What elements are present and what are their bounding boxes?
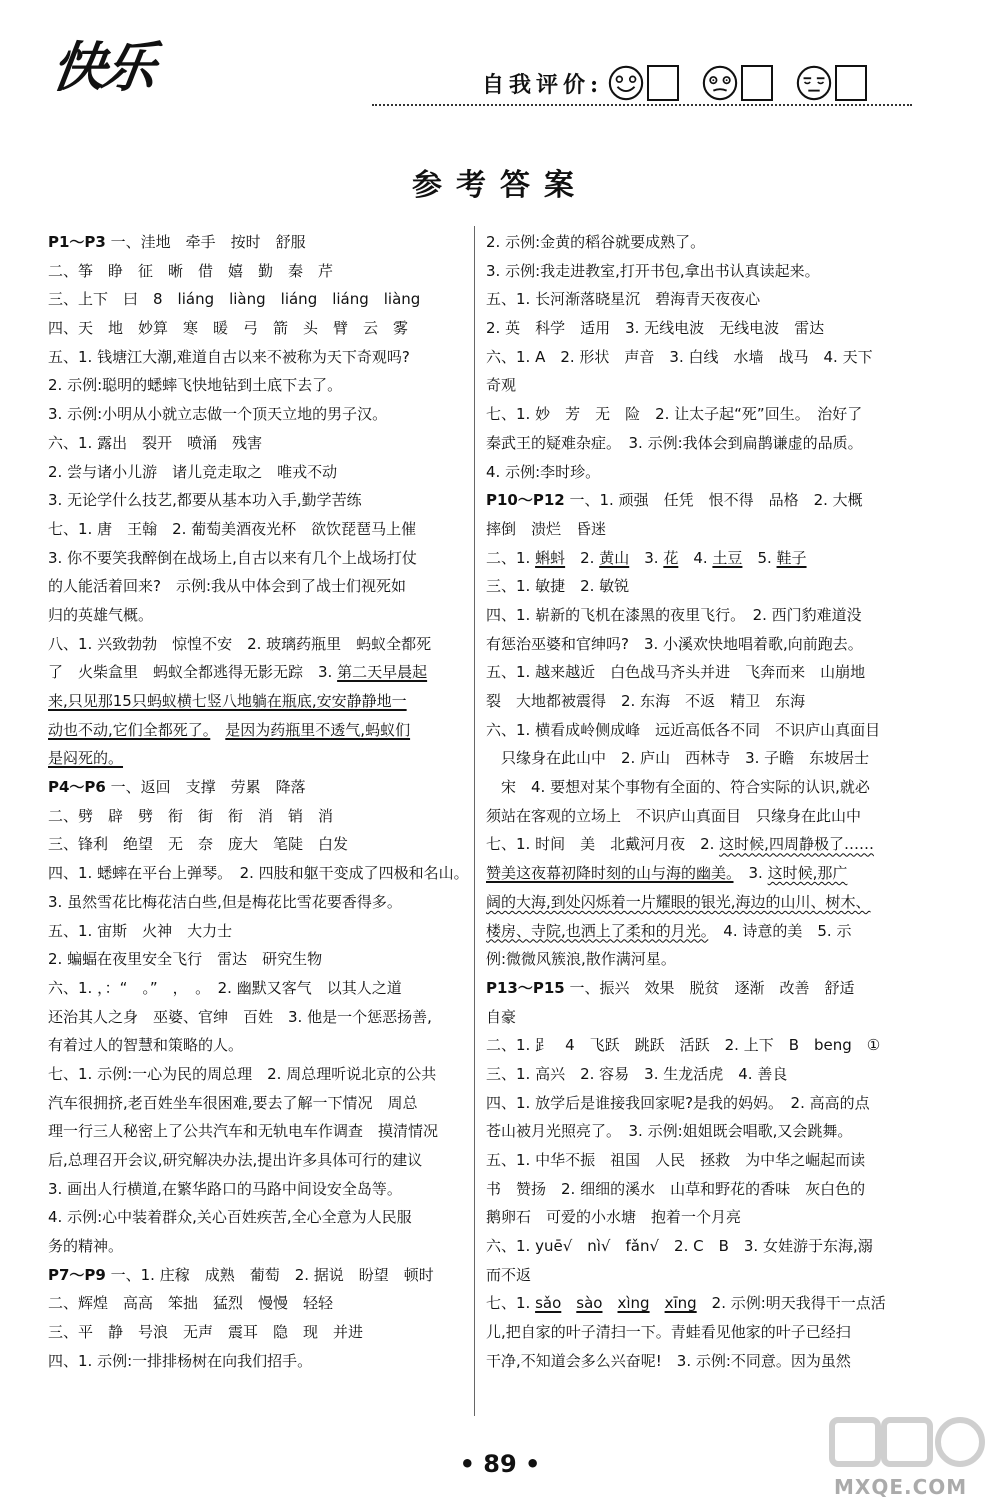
answer-text: 4. 示例:李时珍。 — [486, 462, 601, 481]
answer-text: 七、1. — [486, 1294, 536, 1313]
answer-line — [486, 1318, 916, 1347]
answer-text: 来,只见那15只蚂蚁横七竖八地躺在瓶底,安安静静地一 — [48, 692, 407, 710]
answer-line — [48, 945, 478, 974]
logo-text: 快乐 — [47, 35, 157, 99]
answer-line — [486, 1175, 916, 1204]
answer-text: 七、1. 示例:一心为民的周总理 2. 周总理听说北京的公共 — [48, 1064, 437, 1083]
answer-line — [48, 343, 478, 372]
answer-text: 二、筝 睁 征 晰 借 嬉 勤 秦 芹 — [48, 261, 334, 280]
answer-text: 一、1. 庄稼 成熟 葡萄 2. 据说 盼望 顿时 — [105, 1265, 434, 1284]
answer-text — [602, 1294, 617, 1312]
answer-text: 鹅卵石 可爱的小水塘 抱着一个月亮 — [486, 1208, 742, 1227]
answer-text: 动也不动,它们全都死了。 — [48, 720, 211, 739]
answer-text: 3. 画出人行横道,在繁华路口的马路中间设安全岛等。 — [48, 1179, 402, 1198]
answer-text: 是闷死的。 — [48, 749, 124, 768]
self-evaluation — [482, 60, 885, 106]
answer-line — [486, 716, 916, 745]
answer-text: 理一行三人秘密上了公共汽车和无轨电车作调查 摸清情况 — [48, 1122, 439, 1141]
answer-line — [48, 859, 478, 888]
answer-text: 2. — [565, 548, 600, 567]
answer-line — [486, 544, 916, 573]
answer-text: xīng — [664, 1294, 697, 1313]
answer-line — [48, 1117, 478, 1146]
answer-text: 2. 尝与诸小儿游 诸儿竞走取之 唯戎不动 — [48, 462, 338, 481]
answer-line — [48, 429, 478, 458]
answer-text: 七、1. 时间 美 北戴河月夜 2. — [486, 835, 720, 854]
answer-line — [48, 400, 478, 429]
answer-line — [486, 630, 916, 659]
answer-text: 是因为药瓶里不透气,蚂蚁们 — [225, 720, 411, 739]
answer-line — [486, 314, 916, 343]
answer-line — [48, 1203, 478, 1232]
answer-text: 赞美这夜幕初降时刻的山与海的幽美。 — [486, 864, 734, 883]
column-divider — [474, 226, 475, 1416]
answer-line — [486, 859, 916, 888]
sleepy-checkbox[interactable] — [835, 65, 867, 101]
answer-text: 五、1. 长河渐落晓星沉 碧海青天夜夜心 — [486, 290, 761, 309]
answer-line — [486, 773, 916, 802]
answer-text: 三、1. 高兴 2. 容易 3. 生龙活虎 4. 善良 — [486, 1064, 788, 1083]
neutral-face-icon — [701, 64, 739, 102]
answer-text: 七、1. 妙 芳 无 险 2. 让太子起“死”回生。 治好了 — [486, 405, 863, 424]
answer-line — [486, 1347, 916, 1376]
answer-text: 第二天早晨起 — [337, 663, 428, 682]
answer-line — [486, 429, 916, 458]
answer-text: 有着过人的智慧和策略的人。 — [48, 1036, 244, 1055]
answer-text: 阔的大海,到处闪烁着一片耀眼的银光,海边的山川、树木、 — [486, 892, 871, 911]
answer-text: 六、1. 横看成岭侧成峰 远近高低各不同 不识庐山真面目 — [486, 720, 881, 739]
answer-text: 二、辉煌 高高 笨拙 猛烈 慢慢 轻轻 — [48, 1294, 334, 1313]
answer-line — [48, 1089, 478, 1118]
answer-line — [486, 458, 916, 487]
answer-line — [48, 257, 478, 286]
answer-line — [48, 572, 478, 601]
answer-text: 3. 示例:小明从小就立志做一个顶天立地的男子汉。 — [48, 405, 388, 424]
answer-text: 五、1. 越来越近 白色战马齐头并进 飞奔而来 山崩地 — [486, 663, 866, 682]
answer-text: 只缘身在此山中 2. 庐山 西林寺 3. 子瞻 东坡居士 — [486, 749, 870, 768]
answer-text: 六、1. yuē√ nì√ fǎn√ 2. C B 3. 女娃游于东海,溺 — [486, 1237, 873, 1256]
answer-line — [48, 917, 478, 946]
answer-text: 苍山被月光照亮了。 3. 示例:姐姐既会唱歌,又会跳舞。 — [486, 1122, 853, 1141]
answer-line — [486, 285, 916, 314]
answer-text: 二、1. 𧾷 4 飞跃 跳跃 活跃 2. 上下 B beng ① — [486, 1036, 881, 1055]
answer-line — [486, 658, 916, 687]
answer-line — [48, 974, 478, 1003]
answer-line — [48, 830, 478, 859]
answer-text: 五、1. 钱塘江大潮,难道自古以来不被称为天下奇观吗? — [48, 347, 410, 366]
answer-line — [48, 486, 478, 515]
answer-text: 3. — [733, 864, 768, 883]
answer-line — [48, 285, 478, 314]
answer-column-right — [486, 228, 916, 1376]
page-range-label: P10～P12 — [486, 491, 565, 510]
answer-line — [486, 343, 916, 372]
answer-text: 六、1. A 2. 形状 声音 3. 白线 水墙 战马 4. 天下 — [486, 347, 873, 366]
answer-text: 四、1. 示例:一排排杨树在向我们招手。 — [48, 1351, 313, 1370]
answer-text: 3. 示例:我走进教室,打开书包,拿出书认真读起来。 — [486, 261, 820, 280]
answer-text: 须站在客观的立场上 不识庐山真面目 只缘身在此山中 — [486, 806, 862, 825]
answer-line — [486, 1060, 916, 1089]
answer-line — [48, 515, 478, 544]
answer-text: 儿,把自家的叶子清扫一下。青蛙看见他家的叶子已经扫 — [486, 1323, 851, 1342]
answer-text: 自豪 — [486, 1007, 517, 1026]
page-range-label: P1～P3 — [48, 233, 106, 251]
answer-line — [48, 802, 478, 831]
answer-text: 4. — [678, 548, 713, 567]
answer-line — [486, 1203, 916, 1232]
answer-text: 2. 英 科学 适用 3. 无线电波 无线电波 雷达 — [486, 319, 825, 338]
answer-line — [48, 1060, 478, 1089]
answer-line — [486, 228, 916, 257]
answer-text: 土豆 — [712, 548, 743, 567]
answer-line — [48, 228, 478, 257]
answer-line — [48, 1146, 478, 1175]
answer-line — [48, 716, 478, 745]
answer-text: 四、1. 放学后是谁接我回家呢?是我的妈妈。 2. 高高的点 — [486, 1093, 870, 1112]
answer-text: 宋 4. 要想对某个事物有全面的、符合实际的认识,就必 — [486, 778, 870, 797]
answer-text: 三、上下 曰 8 liáng liàng liáng liáng liàng — [48, 290, 421, 309]
answer-text: 4. 示例:心中装着群众,关心百姓疾苦,全心全意为人民服 — [48, 1208, 412, 1227]
answer-text: 三、锋利 绝望 无 奈 庞大 笔陡 白发 — [48, 835, 349, 854]
answer-column-left — [48, 228, 478, 1376]
answer-text: 这时候,四周静极了…… — [719, 835, 874, 854]
happy-face-icon — [607, 64, 645, 102]
answer-line — [48, 1031, 478, 1060]
answer-text: 一、1. 顽强 任凭 恨不得 品格 2. 大概 — [564, 491, 863, 510]
answer-text — [561, 1294, 576, 1312]
page-title: 参考答案 — [412, 168, 588, 203]
answer-text: sǎo — [535, 1294, 562, 1313]
page-range-label: P7～P9 — [48, 1265, 106, 1284]
answer-line — [486, 400, 916, 429]
answer-text: 八、1. 兴致勃勃 惊惶不安 2. 玻璃药瓶里 蚂蚁全都死 — [48, 634, 432, 653]
answer-text: 还治其人之身 巫婆、官绅 百姓 3. 他是一个惩恶扬善, — [48, 1007, 432, 1026]
answer-text: 的人能活着回来? 示例:我从中体会到了战士们视死如 — [48, 577, 407, 596]
answer-text: 书 赞扬 2. 细细的溪水 山草和野花的香味 灰白色的 — [486, 1179, 866, 1198]
answer-line — [486, 917, 916, 946]
page-number: • 89 • — [459, 1450, 541, 1478]
answer-text: 花 — [663, 548, 679, 567]
answer-text: 2. 示例:聪明的蟋蟀飞快地钻到土底下去了。 — [48, 376, 343, 395]
answer-text: 三、平 静 号浪 无声 震耳 隐 现 并进 — [48, 1323, 364, 1342]
answer-text: 六、1. ，：“ 。” ， 。 2. 幽默又客气 以其人之道 — [48, 978, 402, 997]
answer-line — [48, 687, 478, 716]
answer-text: 例:微微风簇浪,散作满河星。 — [486, 950, 676, 969]
answer-line — [48, 1175, 478, 1204]
answer-text: 秦武王的疑难杂症。 3. 示例:我体会到扁鹊谦虚的品质。 — [486, 433, 863, 452]
answer-line — [486, 945, 916, 974]
answer-text: xìng — [617, 1294, 650, 1313]
answer-line — [486, 1146, 916, 1175]
answer-line — [48, 1003, 478, 1032]
answer-line — [48, 544, 478, 573]
answer-line — [486, 687, 916, 716]
answer-text: 汽车很拥挤,老百姓坐车很困难,要去了解一下情况 周总 — [48, 1093, 418, 1112]
answer-text: 四、天 地 妙算 寒 暖 弓 箭 头 臂 云 雾 — [48, 319, 409, 338]
answer-line — [48, 1318, 478, 1347]
answer-text: 3. 你不要笑我醉倒在战场上,自古以来有几个上战场打仗 — [48, 548, 417, 567]
answer-text: 有惩治巫婆和官绅吗? 3. 小溪欢快地唱着歌,向前跑去。 — [486, 634, 863, 653]
answer-line — [486, 744, 916, 773]
answer-text: 蝌蚪 — [535, 548, 566, 567]
answer-line — [486, 371, 916, 400]
answer-text: 四、1. 蟋蟀在平台上弹琴。 2. 四肢和躯干变成了四极和名山。 — [48, 864, 469, 883]
answer-line — [48, 314, 478, 343]
answer-line — [48, 888, 478, 917]
answer-text: 二、劈 辟 劈 衔 街 衔 消 销 消 — [48, 806, 334, 825]
answer-text: 务的精神。 — [48, 1237, 124, 1256]
answer-text: 3. — [629, 548, 664, 567]
answer-line — [486, 1003, 916, 1032]
answer-line — [48, 1347, 478, 1376]
answer-line — [48, 371, 478, 400]
answer-text: 一、返回 支撑 劳累 降落 — [105, 778, 306, 797]
logo — [47, 32, 202, 102]
answer-text: 归的英雄气概。 — [48, 605, 154, 624]
self-eval-label: 自我评价: — [482, 71, 604, 98]
answer-line — [486, 1289, 916, 1318]
answer-text: 后,总理召开会议,研究解决办法,提出许多具体可行的建议 — [48, 1151, 423, 1169]
answer-text: 二、1. — [486, 548, 536, 567]
answer-line — [486, 486, 916, 515]
answer-line — [486, 1031, 916, 1060]
answer-line — [486, 830, 916, 859]
answer-text: 奇观 — [486, 376, 517, 395]
answer-text: 裂 大地都被震得 2. 东海 不返 精卫 东海 — [486, 692, 806, 710]
answer-text: 这时候,那广 — [767, 864, 848, 883]
answer-line — [48, 773, 478, 802]
answer-line — [486, 1232, 916, 1261]
answer-text: 一、振兴 效果 脱贫 逐渐 改善 舒适 — [564, 978, 855, 997]
answer-text: 2. 示例:金黄的稻谷就要成熟了。 — [486, 233, 706, 251]
answer-text: 而不返 — [486, 1265, 532, 1284]
answer-line — [48, 658, 478, 687]
answer-text: 干净,不知道会多么兴奋呢! 3. 示例:不同意。因为虽然 — [486, 1351, 851, 1370]
answer-text: 三、1. 敏捷 2. 敏锐 — [486, 577, 630, 596]
answer-text: 六、1. 露出 裂开 喷涌 残害 — [48, 433, 263, 452]
neutral-checkbox[interactable] — [741, 65, 773, 101]
answer-text: 2. 示例:明天我得干一点活 — [696, 1294, 886, 1313]
happy-checkbox[interactable] — [647, 65, 679, 101]
answer-line — [486, 974, 916, 1003]
answer-text: 2. 蝙蝠在夜里安全飞行 雷达 研究生物 — [48, 950, 323, 969]
answer-text: 摔倒 溃烂 昏迷 — [486, 519, 607, 538]
answer-line — [486, 802, 916, 831]
answer-text: 五、1. 中华不振 祖国 人民 拯救 为中华之崛起而读 — [486, 1151, 866, 1169]
answer-text: 鞋子 — [776, 548, 807, 567]
answer-line — [486, 888, 916, 917]
answer-text: 五、1. 宙斯 火神 大力士 — [48, 921, 233, 940]
answer-line — [486, 601, 916, 630]
answer-text: 一、洼地 牵手 按时 舒服 — [105, 233, 306, 251]
answer-line — [48, 1289, 478, 1318]
answer-line — [486, 1089, 916, 1118]
header-divider — [372, 104, 912, 106]
answer-line — [486, 572, 916, 601]
answer-line — [48, 744, 478, 773]
answer-line — [48, 458, 478, 487]
answer-line — [486, 1261, 916, 1290]
answer-line — [486, 515, 916, 544]
answer-text: 了 火柴盒里 蚂蚁全都逃得无影无踪 3. — [48, 663, 338, 682]
answer-text: 四、1. 崭新的飞机在漆黑的夜里飞行。 2. 西门豹难道没 — [486, 605, 862, 624]
answer-text: 3. 无论学什么技艺,都要从基本功入手,勤学苦练 — [48, 491, 362, 510]
sleepy-face-icon — [795, 64, 833, 102]
answer-text — [650, 1294, 665, 1312]
answer-text: sào — [576, 1294, 603, 1313]
answer-text: 七、1. 唐 王翰 2. 葡萄美酒夜光杯 欲饮琵琶马上催 — [48, 519, 417, 538]
answer-line — [48, 1232, 478, 1261]
answer-text: 3. 虽然雪花比梅花洁白些,但是梅花比雪花要香得多。 — [48, 892, 402, 911]
answer-line — [486, 257, 916, 286]
answer-line — [48, 1261, 478, 1290]
answer-text — [210, 721, 225, 739]
answer-text: 楼房、寺院,也洒上了柔和的月光。 — [486, 921, 709, 940]
page-range-label: P4～P6 — [48, 778, 106, 797]
answer-line — [48, 630, 478, 659]
answer-line — [48, 601, 478, 630]
answer-text: 5. — [742, 548, 777, 567]
watermark-site: MXQE.COM — [834, 1475, 968, 1499]
answer-text: 4. 诗意的美 5. 示 — [708, 921, 852, 940]
answer-line — [486, 1117, 916, 1146]
page-range-label: P13～P15 — [486, 978, 565, 997]
answer-text: 黄山 — [599, 548, 630, 567]
